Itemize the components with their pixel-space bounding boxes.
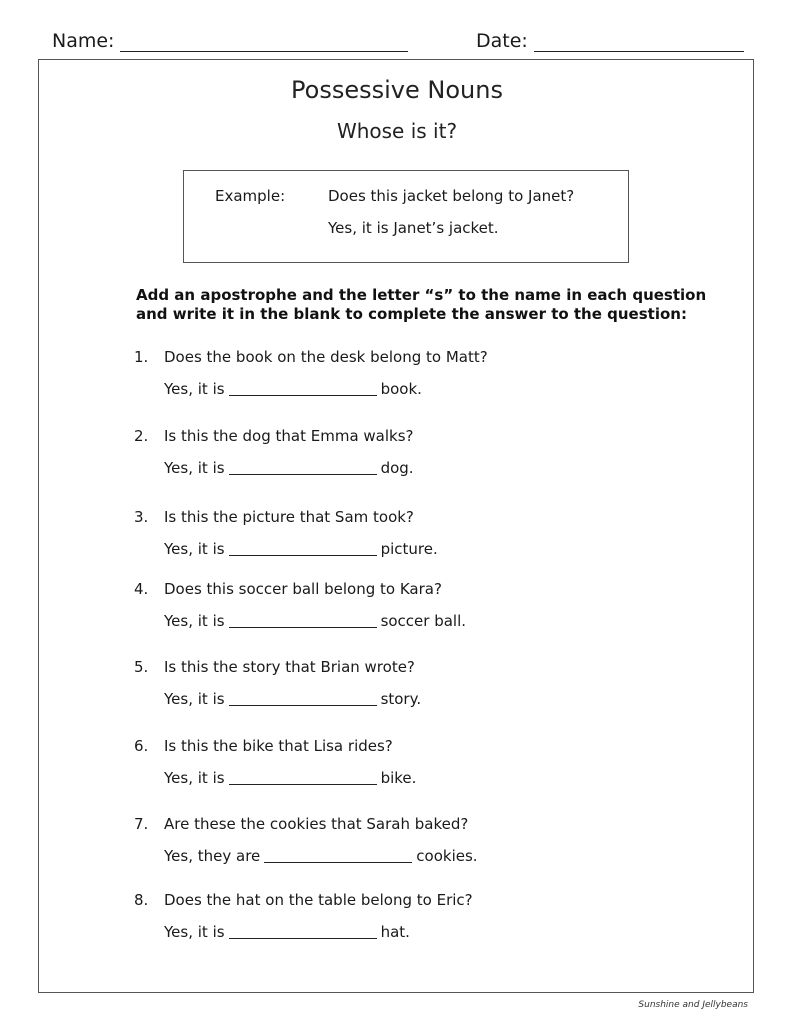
answer-suffix: cookies. — [416, 847, 478, 865]
example-answer: Yes, it is Janet’s jacket. — [328, 219, 499, 237]
answer-prefix: Yes, it is — [164, 612, 225, 630]
question-text: Does this soccer ball belong to Kara? — [164, 580, 442, 598]
answer-line — [164, 690, 421, 708]
question-text: Is this the picture that Sam took? — [164, 508, 414, 526]
question-text: Does the book on the desk belong to Matt? — [164, 348, 488, 366]
answer-blank[interactable] — [229, 613, 377, 628]
question-number: 3. — [134, 508, 149, 526]
example-box — [183, 170, 629, 263]
answer-line — [164, 847, 478, 865]
question-number: 1. — [134, 348, 149, 366]
answer-suffix: dog. — [380, 459, 414, 477]
question-text: Is this the dog that Emma walks? — [164, 427, 414, 445]
answer-prefix: Yes, they are — [164, 847, 261, 865]
answer-prefix: Yes, it is — [164, 690, 225, 708]
answer-suffix: story. — [380, 690, 422, 708]
answer-blank[interactable] — [264, 848, 412, 863]
name-label: Name: — [52, 30, 115, 52]
answer-line — [164, 769, 416, 787]
answer-prefix: Yes, it is — [164, 769, 225, 787]
question-text: Is this the story that Brian wrote? — [164, 658, 415, 676]
instructions: Add an apostrophe and the letter “s” to the name in each question and write it in the blank to complete the answer to the question: — [136, 286, 707, 323]
answer-line — [164, 459, 414, 477]
answer-prefix: Yes, it is — [164, 459, 225, 477]
date-blank[interactable] — [534, 33, 744, 52]
answer-blank[interactable] — [229, 691, 377, 706]
question-text: Is this the bike that Lisa rides? — [164, 737, 393, 755]
question-text: Are these the cookies that Sarah baked? — [164, 815, 469, 833]
answer-suffix: picture. — [380, 540, 438, 558]
answer-blank[interactable] — [229, 924, 377, 939]
question-number: 6. — [134, 737, 149, 755]
question-number: 2. — [134, 427, 149, 445]
answer-blank[interactable] — [229, 770, 377, 785]
date-label: Date: — [476, 30, 528, 52]
date-field — [476, 30, 744, 52]
answer-suffix: bike. — [380, 769, 417, 787]
worksheet-title: Possessive Nouns — [291, 76, 503, 104]
answer-line — [164, 923, 410, 941]
answer-line — [164, 540, 438, 558]
example-question: Does this jacket belong to Janet? — [328, 187, 575, 205]
question-number: 5. — [134, 658, 149, 676]
example-label: Example: — [215, 187, 286, 205]
footer-credit: Sunshine and Jellybeans — [638, 1000, 748, 1010]
name-field — [52, 30, 408, 52]
worksheet-subtitle: Whose is it? — [336, 119, 458, 143]
answer-prefix: Yes, it is — [164, 540, 225, 558]
question-number: 7. — [134, 815, 149, 833]
question-number: 4. — [134, 580, 149, 598]
question-text: Does the hat on the table belong to Eric? — [164, 891, 473, 909]
answer-prefix: Yes, it is — [164, 923, 225, 941]
answer-suffix: hat. — [380, 923, 410, 941]
answer-suffix: soccer ball. — [380, 612, 467, 630]
answer-blank[interactable] — [229, 541, 377, 556]
question-number: 8. — [134, 891, 149, 909]
answer-line — [164, 380, 422, 398]
answer-line — [164, 612, 466, 630]
name-blank[interactable] — [120, 33, 408, 52]
answer-blank[interactable] — [229, 381, 377, 396]
answer-blank[interactable] — [229, 460, 377, 475]
answer-suffix: book. — [380, 380, 422, 398]
answer-prefix: Yes, it is — [164, 380, 225, 398]
